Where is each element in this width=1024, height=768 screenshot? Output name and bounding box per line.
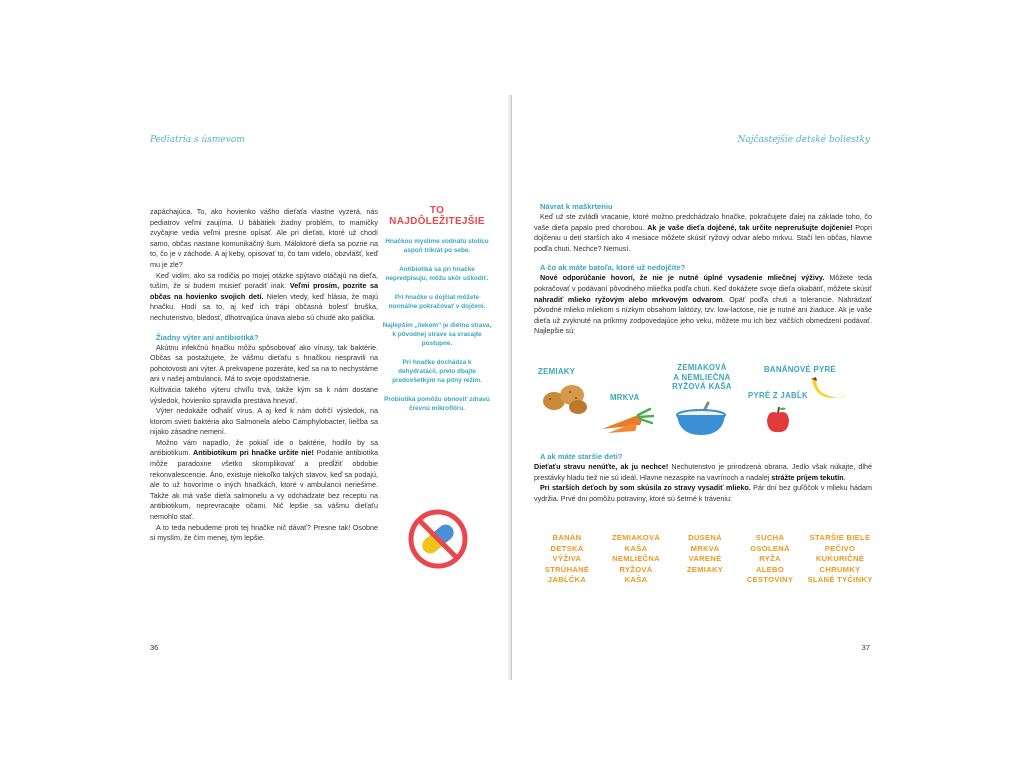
section-heading: Návrat k maškrteniu: [540, 202, 613, 211]
food-list-item: JABĹČKA: [547, 575, 587, 585]
paragraph: Výter nedokáže odhaliť vírus. A aj keď k nám dofrčí výsledok, na ktorom svieti baktéria ako Salmonela alebo Camphylobacter, liečba sa nijako zásadne nemení.: [150, 406, 378, 437]
page-number-left: 36: [150, 643, 159, 652]
paragraph-bold: Nové odporúčanie hovorí, že nie je nutné úplné vysadenie mliečnej výživy.: [540, 273, 825, 283]
section-heading: Žiadny výter ani antibiotiká?: [156, 332, 259, 342]
food-list-item: OSOLENÁ: [750, 543, 790, 553]
paragraph: [150, 438, 378, 523]
food-label: ZEMIAKY: [538, 367, 576, 376]
food-label-line: RYŽOVÁ KAŠA: [672, 382, 732, 391]
key-points-sidebar: [382, 205, 492, 423]
food-list-item: PEČIVO: [824, 543, 856, 553]
food-label: BANÁNOVÉ PYRÉ: [764, 365, 836, 374]
food-list-item: CESTOVINY: [746, 575, 794, 585]
paragraph-text: Keď už ste zvládli vracanie, ktoré možno predchádzalo hnačke, pokračujete ďalej na základe toho, čo vaše dieťa papalo pred chorobou.: [534, 212, 872, 232]
paragraph-text: Nielen vtedy, keď hlásia, že majú hnačku. Hodí sa to, aj keď ich trápi občasná bolesť bruška, nechutenstvo, bledosť, dlhotrvajúca únava alebo sú chudé ako palička.: [150, 291, 378, 322]
food-list-item: KAŠA: [624, 543, 648, 553]
paragraph: [534, 273, 872, 337]
paragraph-bold: Veľmi prosím, pozrite sa občas na hovienko svojich detí.: [150, 281, 379, 301]
sidebar-tip: Najlepším „liekom“ je diétna strava, k pôvodnej strave sa vracajte postupne.: [382, 322, 492, 347]
food-list-item: DETSKÁ: [550, 543, 584, 553]
paragraph: [534, 462, 872, 483]
paragraph-text: . Opäť podľa chuti a tolerancie. Nahrádzať pôvodné mlieko mliekom s nízkym obsahom laktózy, tzv. low-lactose, nie je nutné ani žiaduce. Ak je vaše dieťa už zvyknuté na príkrmy zodpovedajúce jeho veku, môžete mu ich bez väčších obmedzení podávať. Najlepšie sú:: [534, 294, 873, 336]
food-list-item: RYŽA: [759, 554, 781, 564]
banana-icon: [808, 371, 852, 407]
paragraph-text: .: [843, 472, 846, 482]
paragraph-text: Možno vám napadlo, že pokiaľ ide o baktérie, hodilo by sa antibiotikum.: [150, 437, 378, 458]
carrot-icon: [598, 407, 656, 437]
food-label: [662, 363, 742, 392]
food-label-line: ZEMIAKOVÁ: [677, 363, 727, 372]
running-head-right: Najčastejšie detské boliestky: [737, 135, 870, 145]
paragraph-text: Nechutenstvo je prirodzená obrana. Jedlo však núkajte, dlhé prestávky hladu tiež nie sú ideál. Hlavne nezaspite na vavrínoch a nadalej: [534, 462, 872, 482]
sidebar-tip: Hnačkou myslíme vodnatú stolicu aspoň trikrát po sebe.: [385, 238, 489, 254]
food-list-column: [680, 533, 730, 575]
paragraph-bold: nahradiť mlieko ryžovým alebo mrkvovým odvarom: [534, 294, 723, 304]
food-list-item: VARENÉ: [688, 554, 722, 564]
book-spread: [140, 95, 890, 680]
sidebar-tip: Antibiotiká sa pri hnačke nepredpisujú, môžu skôr uškodiť.: [385, 266, 489, 282]
food-label-line: A NEMLIEČNA: [673, 372, 731, 382]
paragraph-text: Keď vidím, ako sa rodičia po mojej otázke spýtavo otáčajú na dieťa, tuším, že si budem musieť poradiť inak.: [150, 270, 378, 291]
food-list-item: STRÚHANÉ: [544, 564, 590, 574]
paragraph: [534, 212, 872, 254]
food-label: PYRÉ Z JABĹK: [748, 391, 808, 400]
paragraph: Akútnu infekčnú hnačku môžu spôsobovať ako vírusy, tak baktérie. Občas sa postažujete, že vášmu dieťaťu s hnačkou nespravili na pohotovosti ani výter. A prekvapene pozeráte, keď sa na to nechystáme ani v našej ambulancii. Má to svoje opodstatnenie.: [150, 342, 378, 384]
paragraph-text: Popri dojčeniu u detí starších ako 4 mesiace môžete skúsiť ryžový odvar alebo mrkvu. Stačí len občas, hlavne podľa chuti. Nechce? Nemusí.: [534, 222, 873, 253]
food-list-item: ZEMIAKOVÁ: [611, 533, 661, 542]
bowl-icon: [674, 401, 728, 437]
food-list-item: NEMLIEČNA: [612, 554, 660, 564]
right-body-bottom: [534, 451, 872, 504]
food-label: MRKVA: [610, 393, 640, 402]
paragraph-text: Môžete teda pokračovať v podávaní pôvodného mliečka podľa chuti. Keď dokážete svoje dieťa okabátiť, môžete skúsiť: [534, 273, 872, 293]
paragraph: Kultivácia takého výteru chvíľu trvá, takže kým sa k nám dostane výsledok, hovienko spravidla prestáva hnevať.: [150, 384, 378, 405]
paragraph-bold: Ak je vaše dieťa dojčené, tak určite neprerušujte dojčenie!: [647, 222, 853, 232]
left-page: [140, 95, 510, 680]
potatoes-icon: [540, 377, 590, 415]
section-heading: A ak máte staršie deti?: [540, 452, 623, 461]
paragraph-bold: Pri starších deťoch by som skúsila zo stravy vysadiť mlieko.: [540, 483, 751, 493]
food-list-column: [804, 533, 876, 586]
section-heading: A čo ak máte batoľa, ktoré už nedojčíte?: [540, 263, 686, 273]
food-list-item: SUCHÁ: [755, 533, 785, 542]
paragraph: [534, 483, 872, 504]
food-list-item: RYŽOVÁ: [619, 564, 653, 574]
food-list-item: STARŠIE BIELE: [809, 533, 871, 542]
food-list-column: [542, 533, 592, 586]
food-list-item: KAŠA: [624, 575, 648, 585]
paragraph-bold: strážte príjem tekutín: [771, 472, 844, 482]
left-body-text: [150, 207, 378, 544]
paragraph: [150, 271, 378, 324]
apple-icon: [764, 405, 792, 435]
paragraph: zapáchajúca. To, ako hovienko vášho dieťaťa vlastne vyzerá, nás pediatrov veľmi zaujíma. U bábätiek žiadny problém, to mamičky zvyčajne vedia veľmi presne opísať. Ale pri dieťati, ktoré už chodí samo, občas nastane komunikačný šum. Máloktoré dieťa sa pozrie na to, čo je v záchode. A aj keby, opisovať to, čo tam videlo, obzvlášť, keď mu je zle?: [150, 207, 378, 269]
running-head-left: Pediatria s úsmevom: [150, 135, 245, 145]
food-list-item: BANÁN: [552, 533, 582, 542]
food-list-item: MRKVA: [690, 543, 720, 553]
sidebar-tip: Probiotiká pomôžu obnoviť zdravú črevnú mikroflóru.: [384, 396, 490, 412]
food-list-column: [742, 533, 798, 586]
no-antibiotics-icon: [406, 507, 470, 571]
paragraph-text: Podanie antibiotika môže paradoxne všetko skomplikovať a predĺžiť obdobie rekonvalescencie. Áno, existuje niekoľko takých stavov, keď sa podajú, ale to už hovoríme o iných hnačkách, ktoré v ambulancii neriešime. Takže ak má vaše dieťa salmonelu a vy odchádzate bez receptu na antibiotikum, neprevracajte očami. Nič lepšie sa vášmu dieťaťu nemohlo stať.: [150, 448, 378, 522]
food-list-item: VÝŽIVA: [552, 554, 582, 564]
food-list-item: ALEBO: [755, 564, 785, 574]
paragraph-bold: Dieťaťu stravu nenúťte, ak ju nechce!: [534, 462, 669, 471]
paragraph-bold: Antibiotikum pri hnačke určite nie!: [193, 448, 314, 458]
food-list-item: ZEMIAKY: [686, 564, 724, 574]
sidebar-tip: Pri hnačke u dojčiat môžete normálne pokračovať v dojčení.: [388, 294, 486, 310]
sidebar-tip: Pri hnačke dochádza k dehydratácii, preto dbajte predovšetkým na pitný režim.: [392, 359, 482, 384]
food-list-column: [608, 533, 664, 586]
sidebar-title: TO NAJDÔLEŽITEJŠIE: [389, 205, 485, 227]
food-list-item: CHRUMKY: [819, 564, 861, 574]
food-list-item: SLANÉ TYČINKY: [807, 575, 873, 585]
paragraph-text: Pár dní bez guľôčok v mlieku hádam vydržia. Prvé dni pomôžu potraviny, ktoré sú šetrné k tráveniu:: [534, 483, 872, 503]
right-page: [512, 95, 890, 680]
food-list-item: DUSENÁ: [688, 533, 722, 542]
right-body-top: [534, 201, 872, 337]
paragraph: A to teda nebudeme proti tej hnačke nič dávať? Presne tak! Osobne si myslím, že čím menej, tým lepšie.: [150, 522, 378, 543]
page-number-right: 37: [861, 643, 870, 652]
food-list-item: KUKURIČNÉ: [815, 554, 865, 564]
